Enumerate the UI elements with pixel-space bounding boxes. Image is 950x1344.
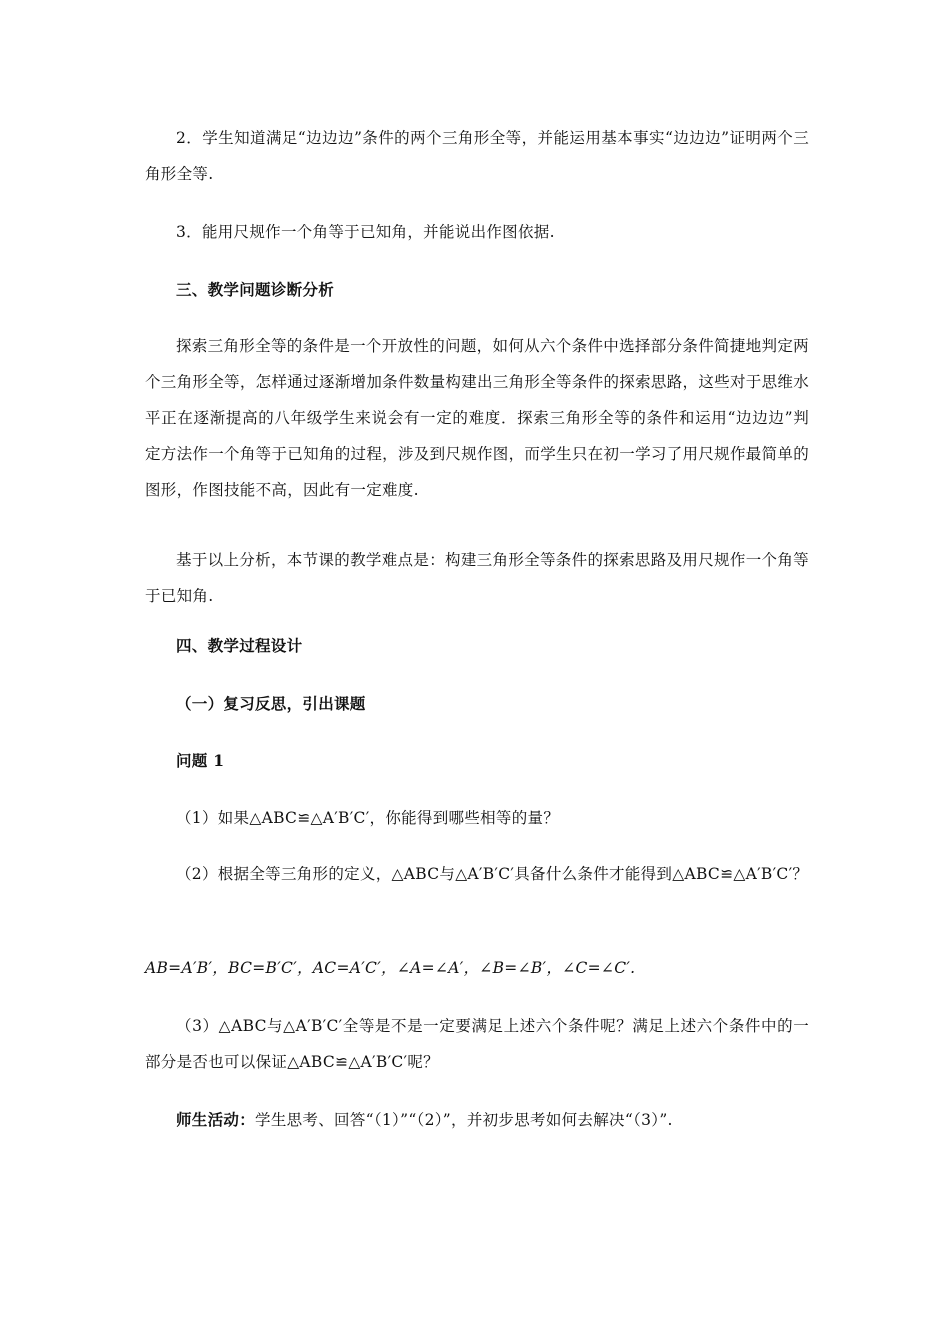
section-3-paragraph-1: 探索三角形全等的条件是一个开放性的问题，如何从六个条件中选择部分条件简捷地判定两个三角形全等，怎样通过逐渐增加条件数量构建出三角形全等条件的探索思路，这些对于思维水平正在逐渐提高的八年级学生来说会有一定的难度．探索三角形全等的条件和运用“边边边”判定方法作一个角等于已知角的过程，涉及到尺规作图，而学生只在初一学习了用尺规作最简单的图形，作图技能不高，因此有一定难度. [145,337,809,499]
objective-item-3: 3．能用尺规作一个角等于已知角，并能说出作图依据. [176,223,555,241]
question-2-answer: AB=A′B′，BC=B′C′，AC=A′C′，∠A=∠A′，∠B=∠B′，∠C=∠C′. [145,959,636,977]
question-1: （1）如果△ABC≌△A′B′C′，你能得到哪些相等的量？ [176,809,560,827]
question-2: （2）根据全等三角形的定义，△ABC与△A′B′C′具备什么条件才能得到△ABC≌△A′B′C′？ [176,865,809,883]
section-3-heading: 三、教学问题诊断分析 [176,280,335,299]
question-3: （3）△ABC与△A′B′C′全等是不是一定要满足上述六个条件呢？满足上述六个条件中的一部分是否也可以保证△ABC≌△A′B′C′呢？ [145,1017,809,1071]
teacher-student-activity [145,1102,809,1138]
problem-title: 问题 1 [176,751,225,770]
section-3-paragraph-2: 基于以上分析，本节课的教学难点是：构建三角形全等条件的探索思路及用尺规作一个角等于已知角. [145,551,809,605]
section-4-heading: 四、教学过程设计 [176,636,303,655]
activity-text: 学生思考、回答“（1）”“（2）”，并初步思考如何去解决“（3）”. [255,1111,673,1129]
section-4-subheading: （一）复习反思，引出课题 [176,694,366,713]
activity-label: 师生活动： [176,1110,256,1129]
objective-item-2: 2．学生知道满足“边边边”条件的两个三角形全等，并能运用基本事实“边边边”证明两个三角形全等. [145,129,809,183]
